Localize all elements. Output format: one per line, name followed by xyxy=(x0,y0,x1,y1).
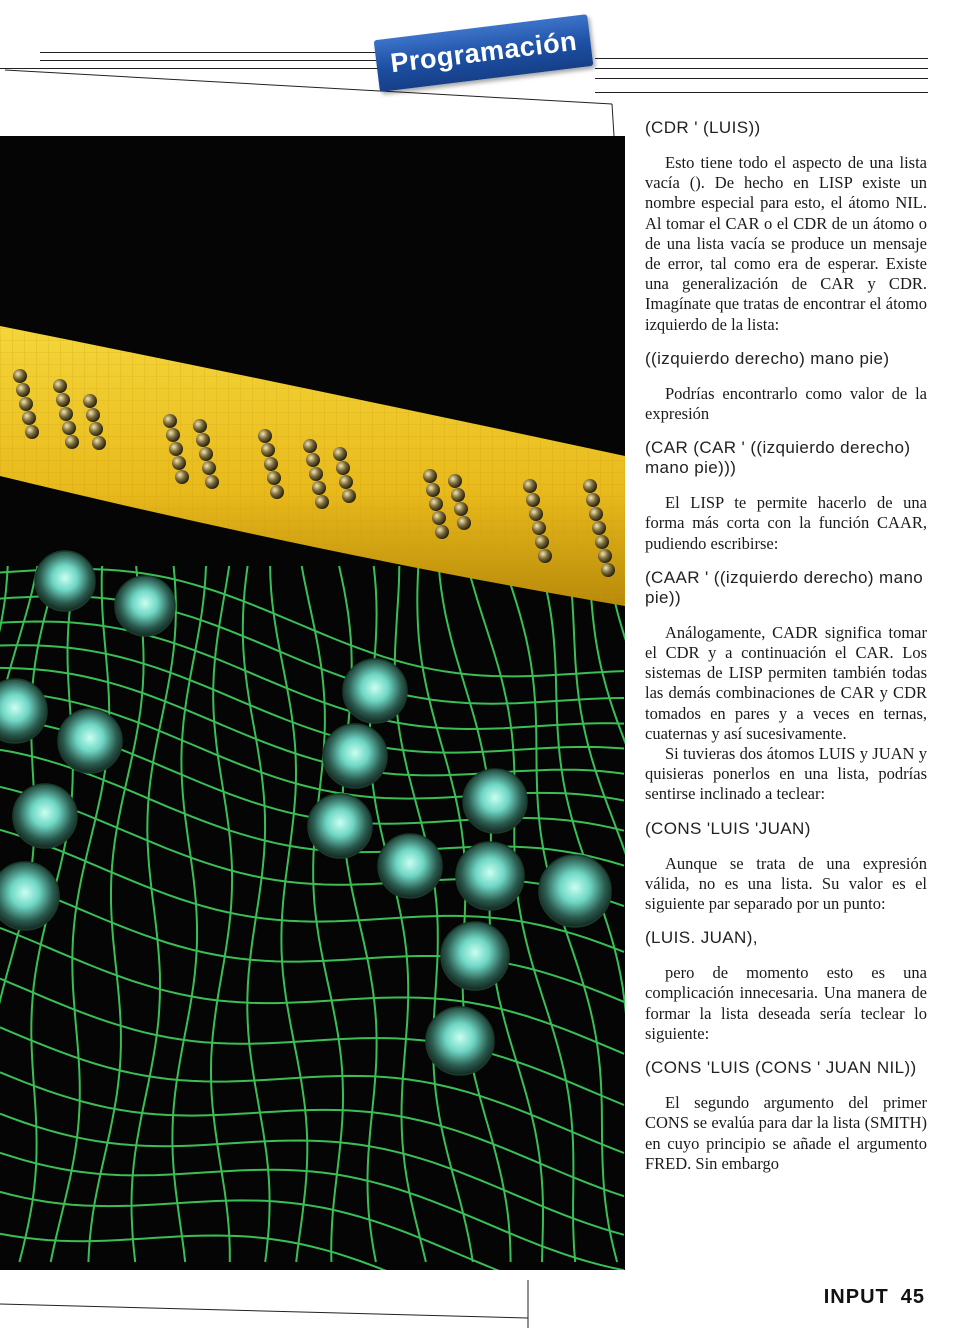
gold-ball xyxy=(423,469,437,483)
gold-ball xyxy=(25,425,39,439)
gold-ball xyxy=(429,497,443,511)
paragraph: Esto tiene todo el aspecto de una lista vacía (). De hecho en LISP existe un nombre especial para esto, el átomo NIL. Al tomar el CAR o el CDR de un átomo o de una lista vacía se produce un mensaje de error, tal como era de esperar. Existe una generalización de CAR y CDR. Imagínate que tratas de encontrar el átomo izquierdo de la lista: xyxy=(645,153,927,334)
gold-ball xyxy=(589,507,603,521)
paragraph: Si tuvieras dos átomos LUIS y JUAN y quisieras ponerlos en una lista, podrías sentirse inclinado a teclear: xyxy=(645,744,927,804)
gold-ball xyxy=(535,535,549,549)
page-footer xyxy=(812,1286,925,1309)
code-line: (CAAR ' ((izquierdo derecho) mano pie)) xyxy=(645,567,924,607)
paragraph: Podrías encontrarlo como valor de la expresión xyxy=(645,383,927,424)
gold-ball xyxy=(270,485,284,499)
gold-ball xyxy=(426,483,440,497)
paragraph: El segundo argumento del primer CONS se evalúa para dar la lista (SMITH) en cuyo principio se añade el argumento FRED. Sin embargo xyxy=(645,1093,927,1173)
gold-ball xyxy=(538,549,552,563)
glowing-sphere xyxy=(539,855,611,927)
glowing-sphere xyxy=(308,794,372,858)
gold-ball xyxy=(598,549,612,563)
glowing-sphere xyxy=(58,709,122,773)
gold-ball xyxy=(315,495,329,509)
page-number: 45 xyxy=(900,1286,925,1308)
gold-ball xyxy=(532,521,546,535)
glowing-sphere xyxy=(0,862,59,930)
glowing-sphere xyxy=(456,842,524,910)
magazine-name: INPUT xyxy=(823,1286,889,1308)
gold-ball xyxy=(432,511,446,525)
gold-ball xyxy=(448,474,462,488)
paragraph: pero de momento esto es una complicación innecesaria. Una manera de formar la lista deseada sería teclear lo siguiente: xyxy=(645,963,927,1043)
code-line: (CDR ' (LUIS)) xyxy=(645,118,761,137)
gold-ball xyxy=(457,516,471,530)
glowing-sphere xyxy=(463,769,527,833)
gold-ball xyxy=(595,535,609,549)
paragraph: El LISP te permite hacerlo de una forma más corta con la función CAAR, pudiendo escribirse: xyxy=(645,493,927,553)
code-line: ((izquierdo derecho) mano pie) xyxy=(645,348,890,368)
code-line: (CONS 'LUIS 'JUAN) xyxy=(645,818,811,838)
glowing-sphere xyxy=(13,784,77,848)
paragraph: Aunque se trata de una expresión válida, no es una lista. Su valor es el siguiente par separado por un punto: xyxy=(645,853,927,914)
article-column xyxy=(645,118,927,1174)
paragraph: Análogamente, CADR significa tomar el CDR y a continuación el CAR. Los sistemas de LISP permiten también todas las demás combinaciones de CAR y CDR tomados en pares y a veces en ternas, cuaternas y así sucesivamente. xyxy=(645,622,927,743)
gold-ball xyxy=(529,507,543,521)
gold-ball xyxy=(83,394,97,408)
gold-ball xyxy=(451,488,465,502)
section-label: Programación xyxy=(388,25,579,79)
gold-ball xyxy=(601,563,615,577)
glowing-sphere xyxy=(35,551,95,611)
gold-ball xyxy=(592,521,606,535)
code-line: (CONS 'LUIS (CONS ' JUAN NIL)) xyxy=(645,1058,917,1078)
glowing-sphere xyxy=(441,922,509,990)
glowing-sphere xyxy=(343,659,407,723)
gold-ball xyxy=(526,493,540,507)
gold-ball xyxy=(342,489,356,503)
code-line: (CAR (CAR ' ((izquierdo derecho) mano pie))) xyxy=(645,438,911,478)
glowing-sphere xyxy=(426,1007,494,1075)
gold-ball xyxy=(454,502,468,516)
gold-ball xyxy=(435,525,449,539)
gold-ball xyxy=(13,369,27,383)
code-line: (LUIS. JUAN), xyxy=(645,928,758,948)
gold-ball xyxy=(312,481,326,495)
gold-ball xyxy=(583,479,597,493)
gold-ball xyxy=(586,493,600,507)
gold-ball xyxy=(22,411,36,425)
glowing-sphere xyxy=(115,576,175,636)
gold-ball xyxy=(56,393,70,407)
illustration-photo xyxy=(0,136,625,1270)
gold-ball xyxy=(19,397,33,411)
glowing-sphere xyxy=(378,834,442,898)
gold-ball xyxy=(523,479,537,493)
gold-ball xyxy=(16,383,30,397)
glowing-sphere xyxy=(323,724,387,788)
gold-ball xyxy=(53,379,67,393)
